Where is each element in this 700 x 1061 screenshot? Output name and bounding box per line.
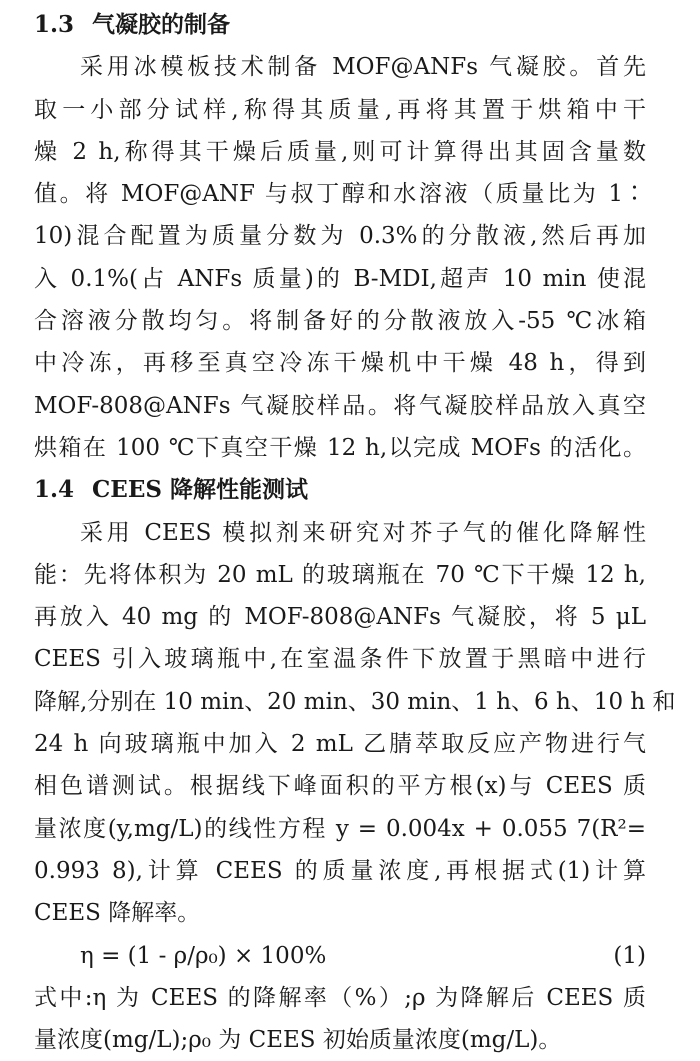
text-line: 式中:η 为 CEES 的降解率（%）;ρ 为降解后 CEES 质 [34,984,646,1011]
paragraph-aerogel-preparation [34,46,646,469]
section-heading-1-3 [34,4,646,46]
equation-number: (1) [613,942,646,969]
equation-body: η = (1 - ρ/ρ₀) × 100% [80,942,327,969]
text-line: 燥 2 h,称得其干燥后质量,则可计算得出其固含量数 [34,138,646,165]
text-line: 中冷冻，再移至真空冷冻干燥机中干燥 48 h，得到 [34,350,646,377]
text-line: 采用 CEES 模拟剂来研究对芥子气的催化降解性 [80,519,646,546]
text-line: 相色谱测试。根据线下峰面积的平方根(x)与 CEES 质 [34,773,646,800]
text-line: 入 0.1%(占 ANFs 质量)的 B-MDI,超声 10 min 使混 [34,265,646,292]
text-line: 烘箱在 100 ℃下真空干燥 12 h,以完成 MOFs 的活化。 [34,434,646,461]
text-line: 10)混合配置为质量分数为 0.3%的分散液,然后再加 [34,223,646,250]
section-title: 气凝胶的制备 [92,11,230,38]
section-heading-1-4 [34,469,646,511]
text-line: 再放入 40 mg 的 MOF-808@ANFs 气凝胶，将 5 μL [34,604,646,631]
text-line: 24 h 向玻璃瓶中加入 2 mL 乙腈萃取反应产物进行气 [34,731,646,758]
text-line: 值。将 MOF@ANF 与叔丁醇和水溶液（质量比为 1∶ [34,181,646,208]
text-line: 取一小部分试样,称得其质量,再将其置于烘箱中干 [34,96,646,123]
text-line: 合溶液分散均匀。将制备好的分散液放入-55 ℃冰箱 [34,308,646,335]
section-title: CEES 降解性能测试 [92,476,308,504]
text-line: 0.993 8),计算 CEES 的质量浓度,再根据式(1)计算 [34,857,646,884]
text-line: 量浓度(mg/L);ρ₀ 为 CEES 初始质量浓度(mg/L)。 [34,1027,562,1054]
paper-page [34,4,676,1061]
equation-1 [34,935,646,977]
section-number: 1.4 [34,476,75,504]
text-line: 能：先将体积为 20 mL 的玻璃瓶在 70 ℃下干燥 12 h, [34,561,646,588]
text-line: 降解,分别在 10 min、20 min、30 min、1 h、6 h、10 h 和 [34,688,676,715]
text-line: 量浓度(y,mg/L)的线性方程 y = 0.004x + 0.055 7(R²= [34,815,646,842]
text-line: MOF-808@ANFs 气凝胶样品。将气凝胶样品放入真空 [34,392,646,419]
paragraph-cees-degradation-test [34,512,676,935]
text-line: 采用冰模板技术制备 MOF@ANFs 气凝胶。首先 [80,54,646,81]
text-line: CEES 降解率。 [34,900,201,927]
equation-variable-definitions [34,977,646,1061]
text-line: CEES 引入玻璃瓶中,在室温条件下放置于黑暗中进行 [34,646,646,673]
section-number: 1.3 [34,11,75,38]
